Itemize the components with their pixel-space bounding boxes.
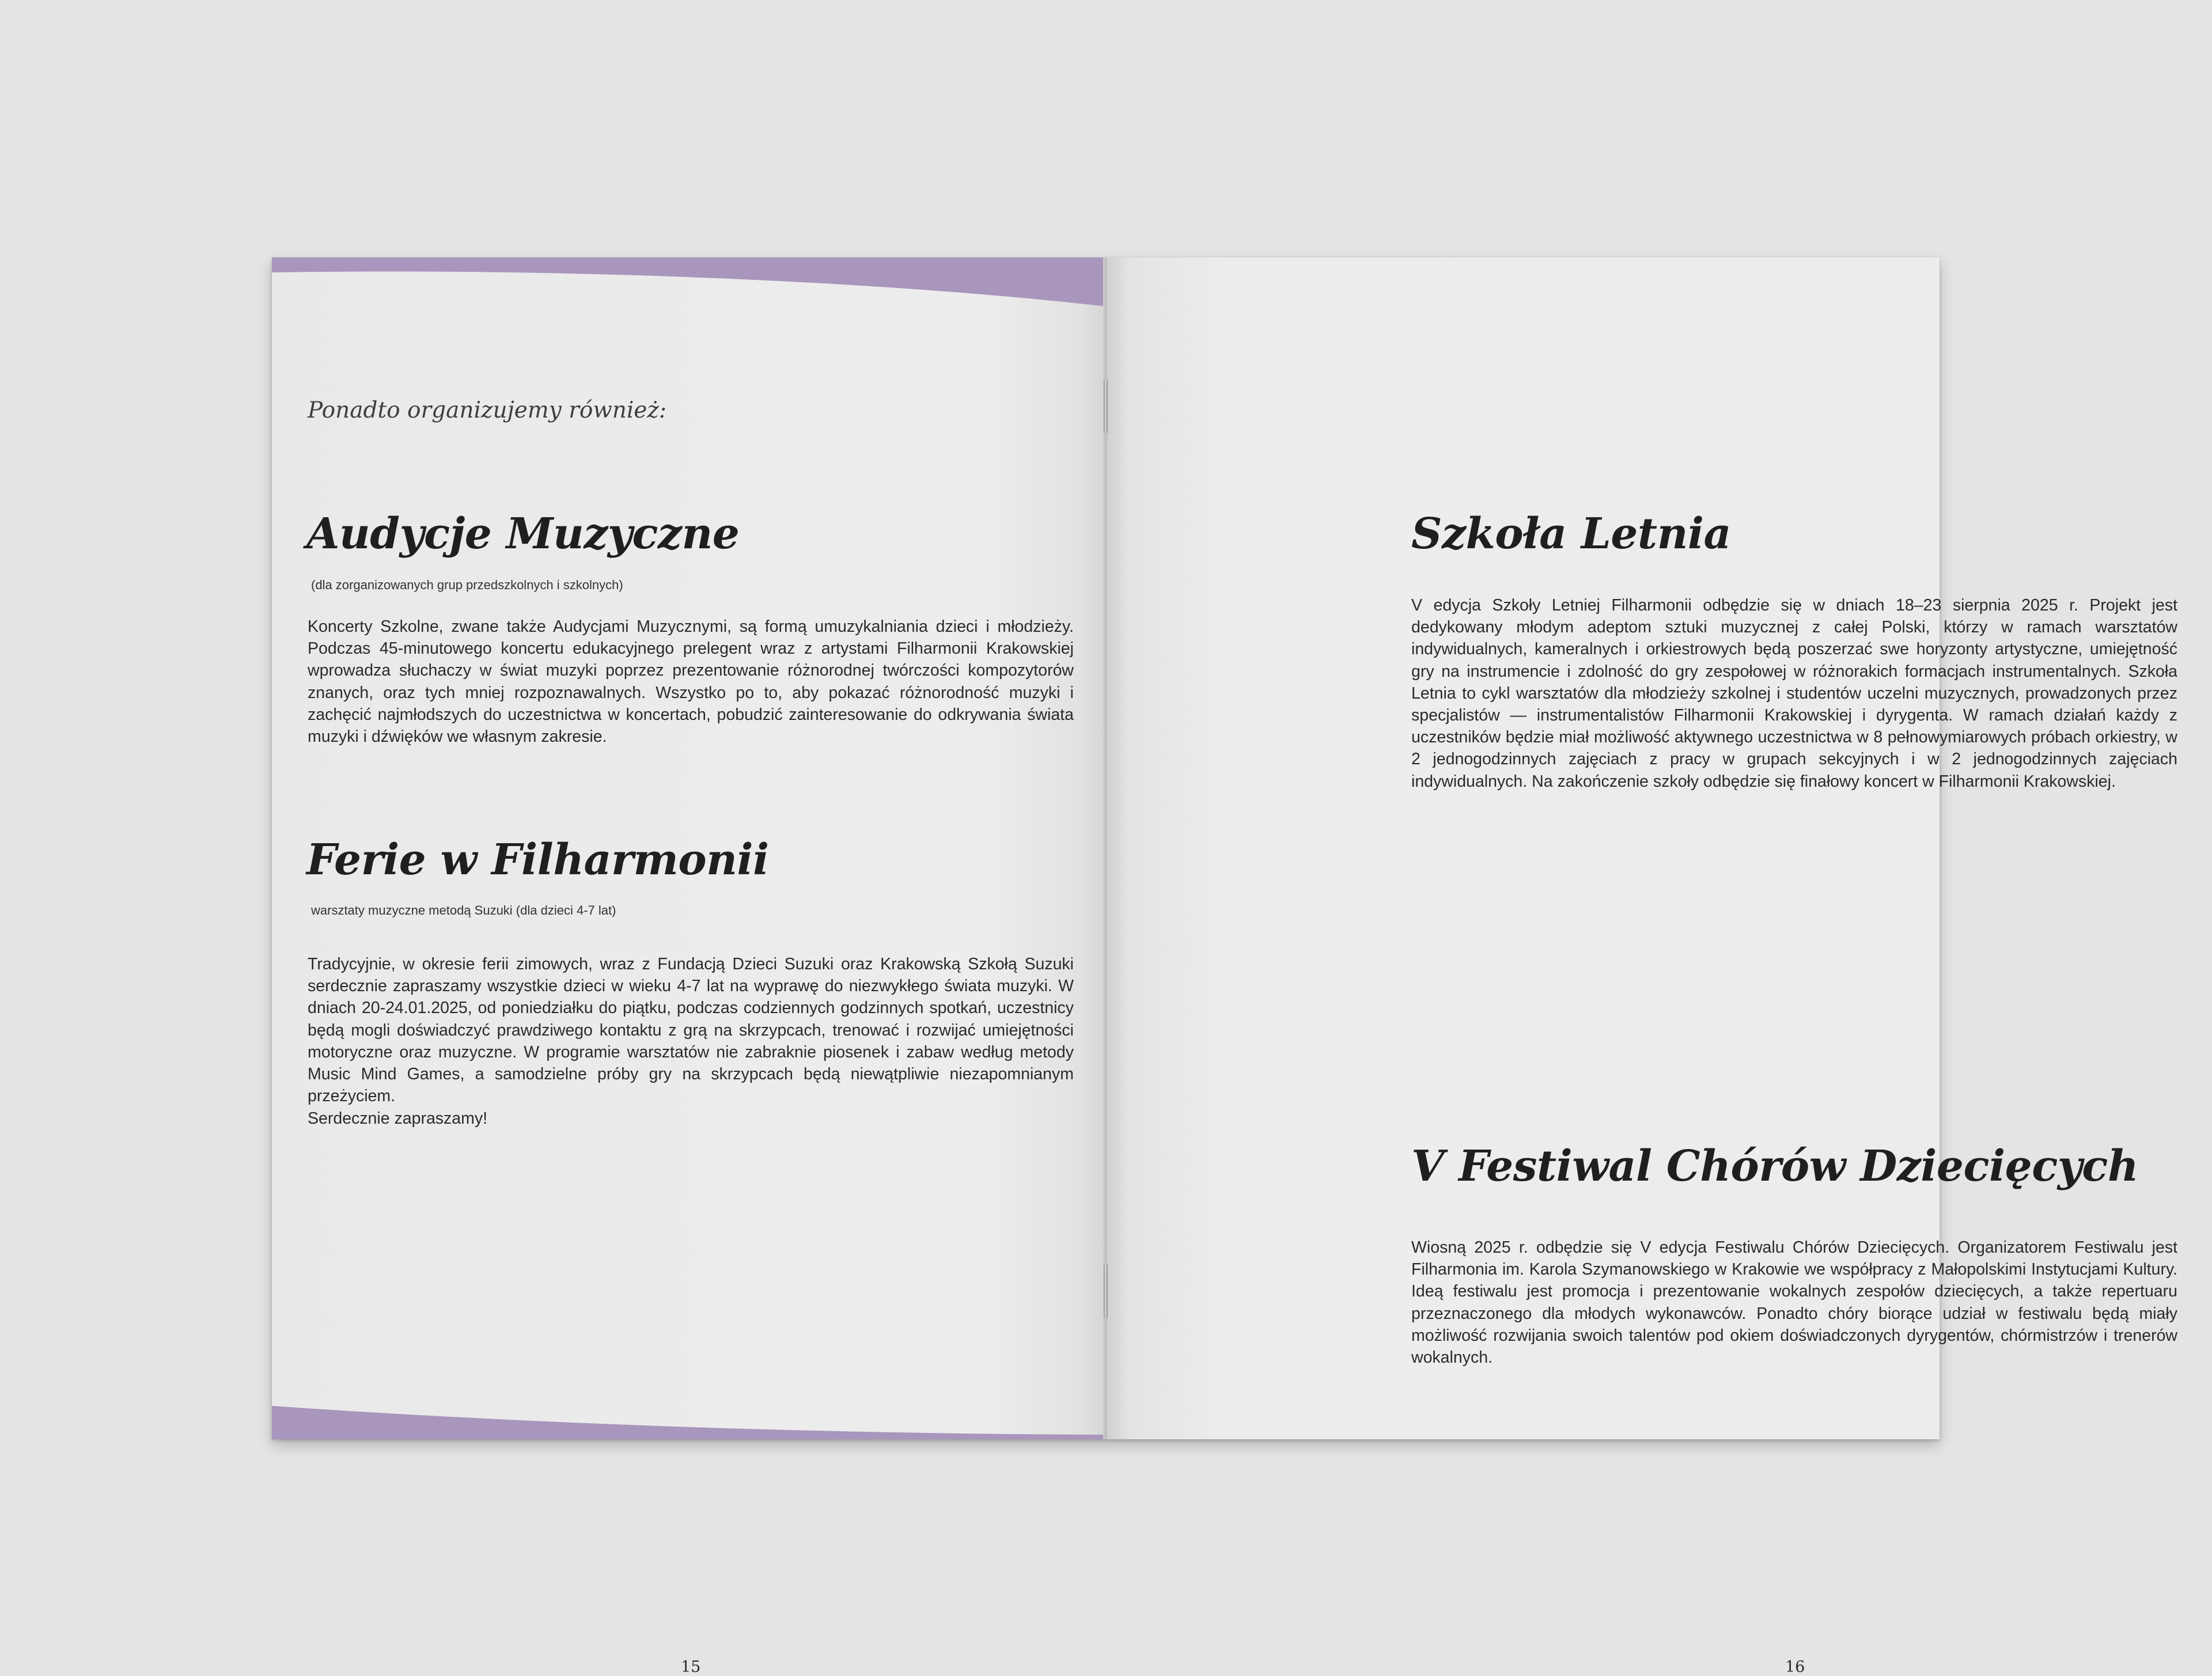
- section-subtitle-ferie: warsztaty muzyczne metodą Suzuki (dla dzieci 4-7 lat): [311, 903, 616, 917]
- bottom-lavender-wave: [272, 1376, 1105, 1439]
- section-title-festiwal: V Festiwal Chórów Dziecięcych: [1411, 1142, 2139, 1191]
- page-right: [1105, 257, 2177, 1676]
- top-lavender-wave: [272, 257, 1105, 321]
- page-number-right: 16: [1785, 1658, 1805, 1676]
- booklet-spread: [272, 257, 2177, 1676]
- section-body-szkola-letnia: V edycja Szkoły Letniej Filharmonii odbędzie się w dniach 18–23 sierpnia 2025 r. Projekt jest dedykowany młodym adeptom sztuki muzycznej z całej Polski, którzy w ramach warsztatów indywidualnych, kameralnych i orkiestrowych będą poszerzać swe horyzonty artystyczne, umiejętność gry na instrumencie i zdolność do gry zespołowej w różnorakich formacjach instrumentalnych. Szkoła Letnia to cykl warsztatów dla młodzieży szkolnej i studentów uczelni muzycznych, prowadzonych przez specjalistów — instrumentalistów Filharmonii Krakowskiej i dyrygenta. W ramach działań każdy z uczestników będzie miał możliwość aktywnego uczestnictwa w 8 pełnowymiarowych próbach orkiestry, w 2 jednogodzinnych zajęciach z pracy w grupach sekcyjnych i w 2 jednogodzinnych zajęciach indywidualnych. Na zakończenie szkoły odbędzie się finałowy koncert w Filharmonii Krakowskiej.: [1411, 596, 2177, 791]
- page-left: [272, 257, 1105, 1676]
- closing-text: Serdecznie zapraszamy!: [308, 1109, 488, 1128]
- intro-text: Ponadto organizujemy również:: [308, 397, 667, 423]
- section-body-festiwal: Wiosną 2025 r. odbędzie się V edycja Festiwalu Chórów Dziecięcych. Organizatorem Festiwalu jest Filharmonia im. Karola Szymanowskiego w Krakowie we współpracy z Małopolskimi Instytucjami Kultury. Ideą festiwalu jest promocja i prezentowanie wokalnych zespołów dziecięcych, a także repertuaru przeznaczonego dla młodych wykonawców. Ponadto chóry biorące udział w festiwalu będą miały możliwość rozwijania swoich talentów pod okiem doświadczonych dyrygentów, chórmistrzów i trenerów wokalnych.: [1411, 1238, 2177, 1367]
- page-number-left: 15: [681, 1658, 701, 1676]
- section-title-ferie: Ferie w Filharmonii: [306, 835, 769, 885]
- spine-fold: [1103, 257, 1108, 1439]
- section-body-ferie: Tradycyjnie, w okresie ferii zimowych, wraz z Fundacją Dzieci Suzuki oraz Krakowską Szkołą Suzuki serdecznie zapraszamy wszystkie dzieci w wieku 4-7 lat na wyprawę do niezwykłego świata muzyki. W dniach 20-24.01.2025, od poniedziałku do piątku, podczas codziennych godzinnych spotkań, uczestnicy będą mogli doświadczyć prawdziwego kontaktu z grą na skrzypcach, trenować i rozwijać umiejętności motoryczne oraz muzyczne. W programie warsztatów nie zabraknie piosenek i zabaw według metody Music Mind Games, a samodzielne próby gry na skrzypcach będą niewątpliwie niezapomnianym przeżyciem.: [308, 955, 1074, 1106]
- section-title-audycje: Audycje Muzyczne: [306, 509, 740, 559]
- staple-bottom: [1104, 1264, 1108, 1319]
- section-body-audycje: Koncerty Szkolne, zwane także Audycjami Muzycznymi, są formą umuzykalniania dzieci i młodzieży. Podczas 45-minutowego koncertu edukacyjnego prelegent wraz z artystami Filharmonii Krakowskiej wprowadza słuchaczy w świat muzyki poprzez prezentowanie różnorodnej twórczości kompozytorów znanych, oraz tych mniej rozpoznawalnych. Wszystko po to, aby pokazać różnorodność muzyki i zachęcić najmłodszych do uczestnictwa w koncertach, pobudzić zainteresowanie do odkrywania świata muzyki i dźwięków we własnym zakresie.: [308, 617, 1074, 746]
- staple-top: [1104, 378, 1108, 434]
- section-title-szkola-letnia: Szkoła Letnia: [1411, 509, 1731, 559]
- section-subtitle-audycje: (dla zorganizowanych grup przedszkolnych i szkolnych): [311, 578, 623, 592]
